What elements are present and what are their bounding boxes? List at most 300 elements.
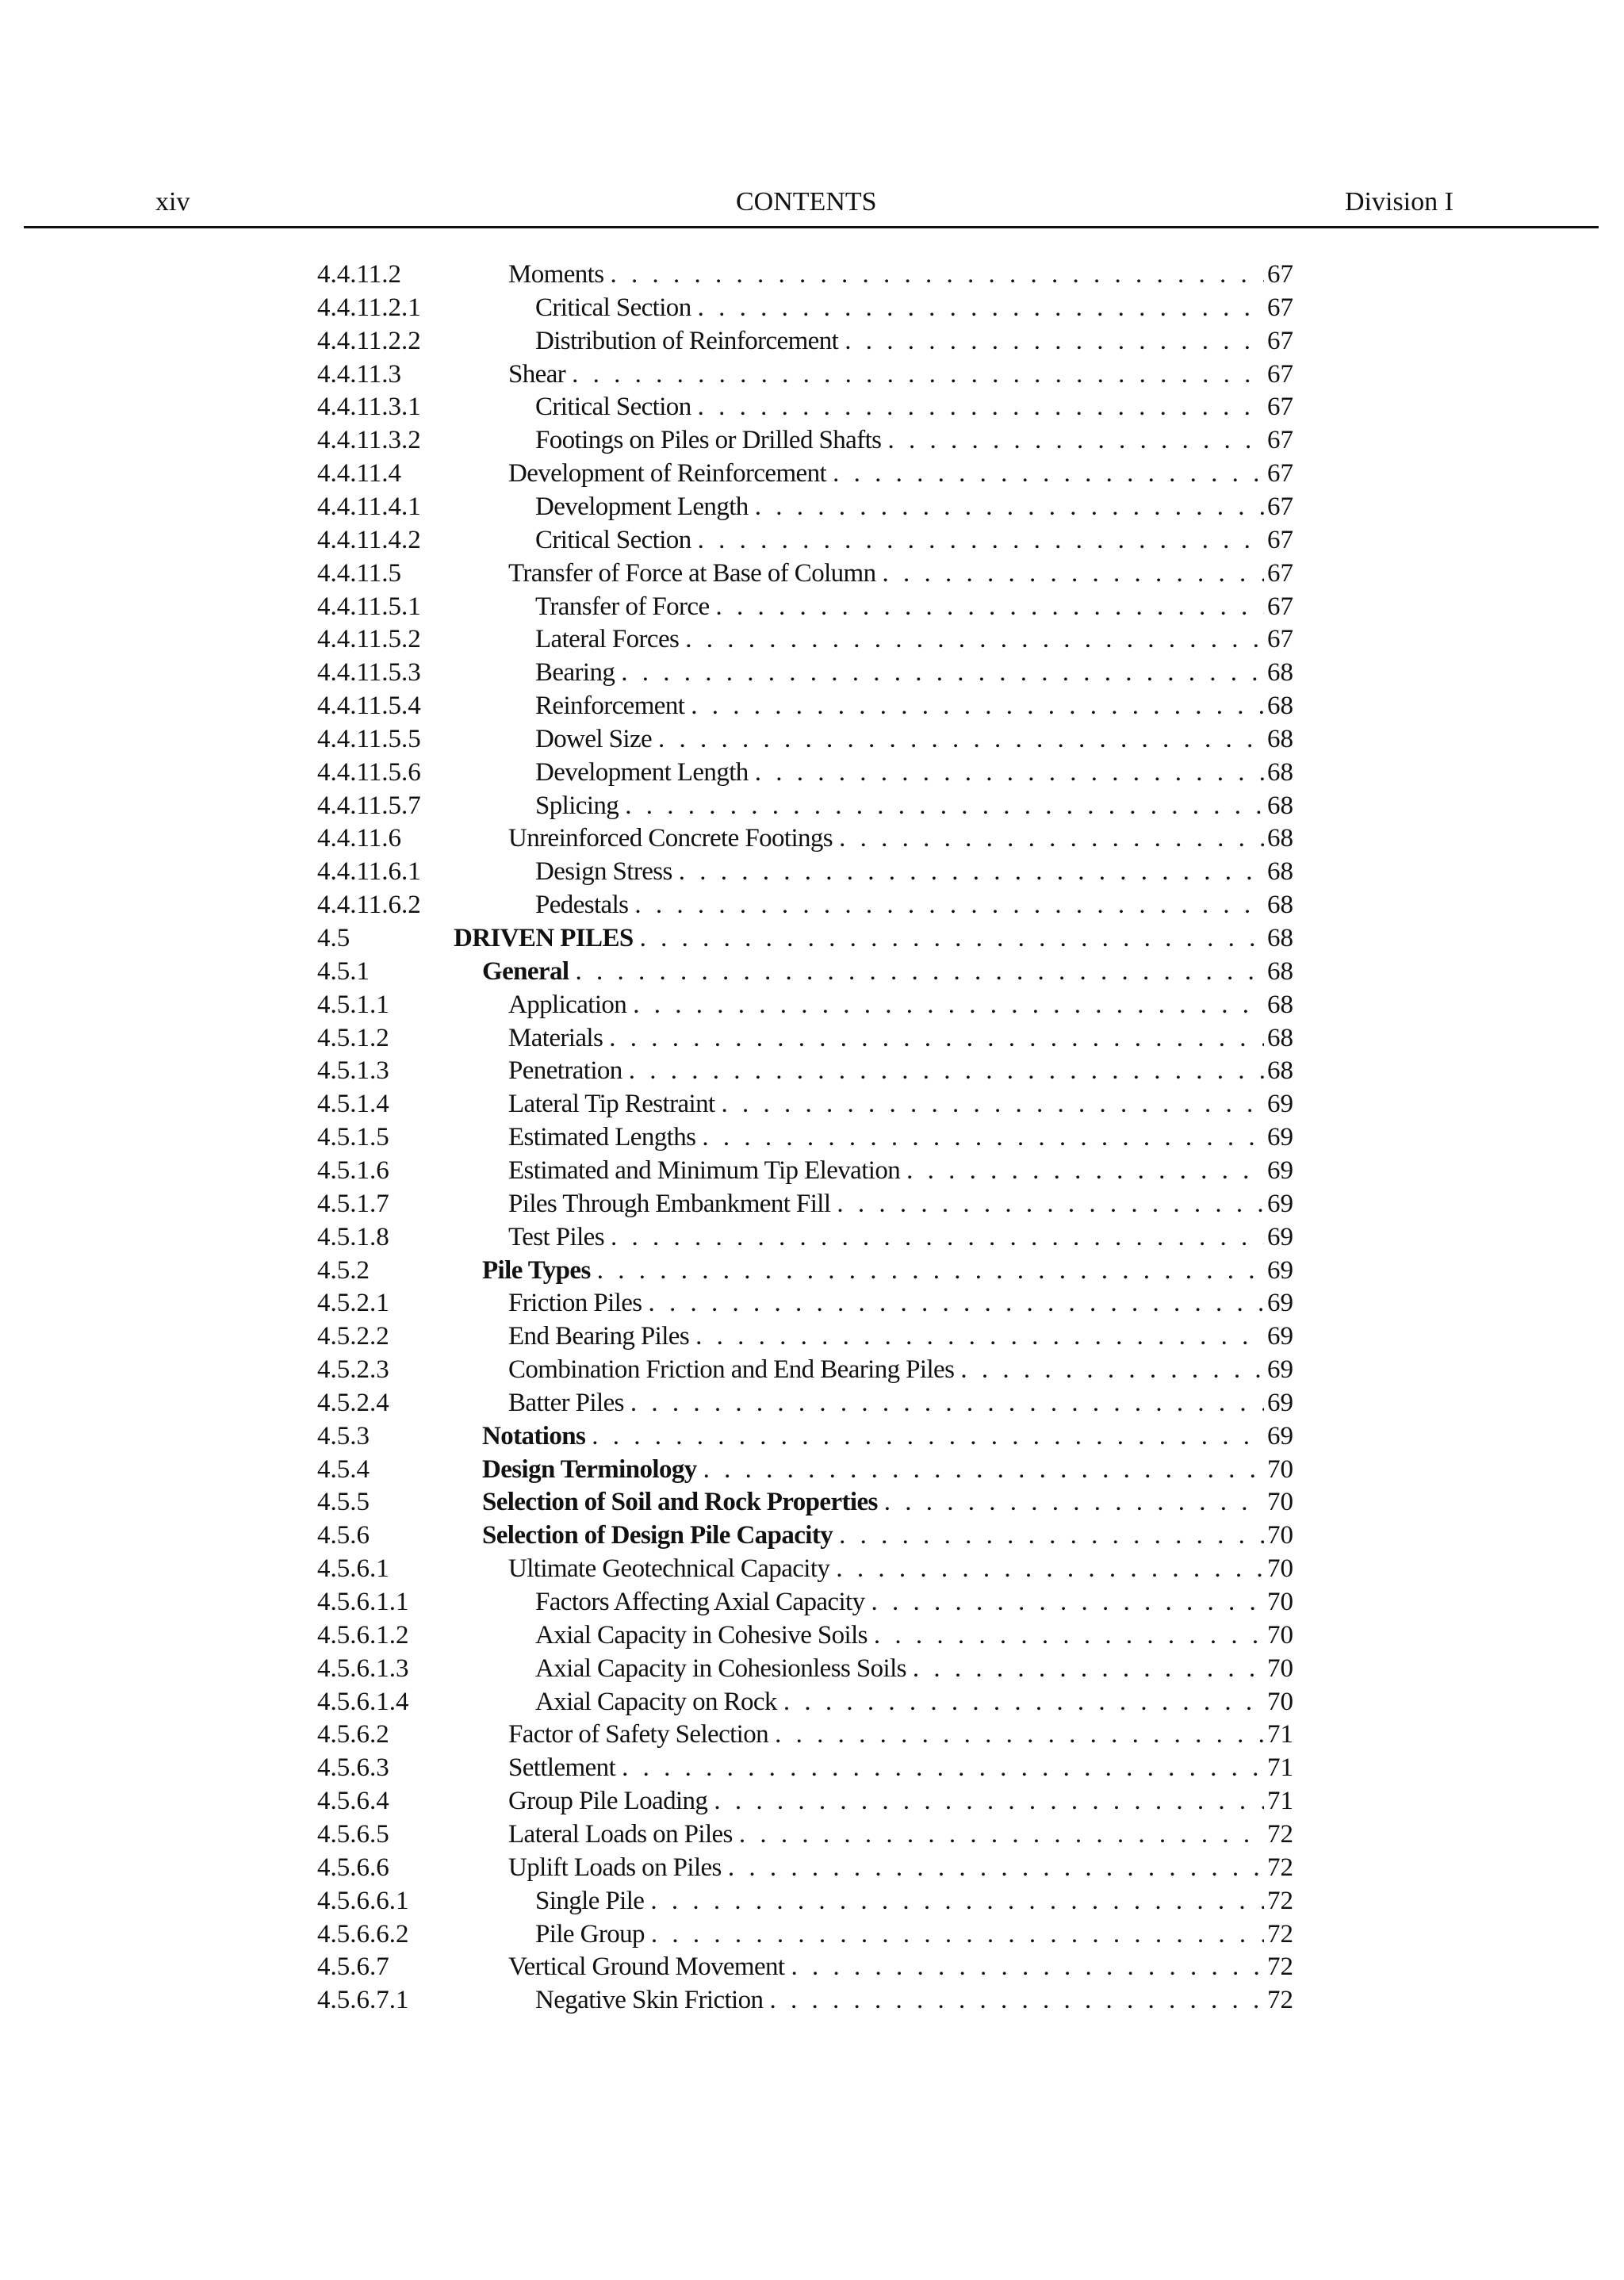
- toc-page-number: 69: [1267, 1155, 1293, 1185]
- toc-section-number: 4.4.11.5.4: [317, 692, 421, 721]
- toc-section-title: Moments: [508, 260, 604, 289]
- toc-entry-line: [508, 1950, 1293, 1983]
- toc-entry: [0, 1652, 1624, 1685]
- toc-section-number: 4.4.11.6.1: [317, 857, 421, 887]
- toc-page-number: 68: [1267, 757, 1293, 787]
- toc-entry-line: [482, 1420, 1293, 1453]
- toc-entry: [0, 1519, 1624, 1552]
- toc-section-number: 4.5.6.1.4: [317, 1687, 409, 1716]
- dot-leader: [695, 1320, 1264, 1353]
- dot-leader: [833, 457, 1264, 490]
- toc-entry-line: [535, 1918, 1293, 1951]
- toc-section-title: Estimated and Minimum Tip Elevation: [508, 1155, 901, 1185]
- toc-section-title: Materials: [508, 1023, 603, 1052]
- dot-leader: [728, 1851, 1264, 1884]
- dot-leader: [625, 789, 1264, 822]
- toc-page-number: 68: [1267, 1056, 1293, 1086]
- dot-leader: [874, 1619, 1264, 1652]
- dot-leader: [837, 1187, 1264, 1220]
- toc-entry: [0, 623, 1624, 656]
- toc-entry: [0, 490, 1624, 523]
- toc-entry: [0, 557, 1624, 590]
- toc-entry-line: [482, 1519, 1293, 1552]
- toc-section-number: 4.5.6.1.2: [317, 1620, 409, 1650]
- toc-section-number: 4.4.11.3.1: [317, 393, 421, 422]
- toc-section-title: Penetration: [508, 1056, 622, 1086]
- toc-section-number: 4.4.11.4: [317, 459, 402, 489]
- toc-section-title: Piles Through Embankment Fill: [508, 1189, 831, 1218]
- dot-leader: [839, 1519, 1264, 1552]
- toc-entry: [0, 822, 1624, 855]
- toc-entry: [0, 590, 1624, 623]
- toc-entry-line: [508, 1087, 1293, 1121]
- dot-leader: [633, 988, 1264, 1021]
- dot-leader: [679, 855, 1264, 888]
- toc-section-title: Distribution of Reinforcement: [535, 326, 839, 355]
- toc-section-title: Design Terminology: [482, 1454, 697, 1484]
- toc-entry: [0, 457, 1624, 490]
- toc-entry: [0, 722, 1624, 756]
- toc-entry-line: [508, 1220, 1293, 1254]
- dot-leader: [755, 756, 1264, 789]
- toc-entry: [0, 1552, 1624, 1585]
- toc-section-title: End Bearing Piles: [508, 1322, 690, 1351]
- dot-leader: [649, 1286, 1264, 1320]
- toc-entry-line: [508, 1021, 1293, 1055]
- toc-entry: [0, 358, 1624, 391]
- toc-section-number: 4.5.1.2: [317, 1023, 389, 1052]
- toc-page-number: 72: [1267, 1919, 1293, 1949]
- dot-leader: [913, 1652, 1264, 1685]
- toc-section-title: Axial Capacity on Rock: [535, 1687, 777, 1716]
- toc-page-number: 69: [1267, 1322, 1293, 1351]
- toc-entry-line: [508, 822, 1293, 855]
- toc-entry: [0, 1884, 1624, 1918]
- toc-entry: [0, 988, 1624, 1021]
- toc-entry: [0, 1784, 1624, 1818]
- toc-entry: [0, 1685, 1624, 1719]
- toc-page-number: 69: [1267, 1421, 1293, 1450]
- toc-section-number: 4.4.11.6.2: [317, 891, 421, 920]
- toc-entry: [0, 1054, 1624, 1087]
- toc-entry: [0, 1453, 1624, 1486]
- toc-entry: [0, 1220, 1624, 1254]
- toc-section-title: Factors Affecting Axial Capacity: [535, 1588, 865, 1616]
- toc-section-number: 4.5.6.6.1: [317, 1886, 409, 1915]
- toc-entry-line: [508, 1286, 1293, 1320]
- toc-entry: [0, 390, 1624, 423]
- toc-entry-line: [535, 390, 1293, 423]
- toc-section-title: Negative Skin Friction: [535, 1986, 764, 2015]
- toc-page-number: 68: [1267, 857, 1293, 887]
- toc-section-title: Selection of Soil and Rock Properties: [482, 1488, 878, 1517]
- dot-leader: [887, 423, 1264, 457]
- dot-leader: [845, 324, 1264, 358]
- toc-page-number: 67: [1267, 293, 1293, 322]
- dot-leader: [634, 888, 1264, 922]
- toc-page-number: 70: [1267, 1488, 1293, 1517]
- toc-section-title: Axial Capacity in Cohesive Soils: [535, 1620, 868, 1650]
- toc-entry-line: [508, 457, 1293, 490]
- toc-page-number: 68: [1267, 956, 1293, 986]
- toc-page-number: 70: [1267, 1454, 1293, 1484]
- toc-section-title: Bearing: [535, 658, 615, 688]
- toc-entry-line: [482, 1254, 1293, 1287]
- toc-section-number: 4.4.11.5.2: [317, 625, 421, 654]
- toc-section-title: Combination Friction and End Bearing Piles: [508, 1355, 955, 1385]
- toc-section-title: Lateral Forces: [535, 625, 680, 654]
- dot-leader: [783, 1685, 1264, 1719]
- toc-section-title: Pile Types: [482, 1255, 591, 1285]
- toc-entry-line: [508, 1552, 1293, 1585]
- toc-entry-line: [454, 922, 1293, 955]
- toc-section-number: 4.5.1.1: [317, 990, 389, 1019]
- toc-page-number: 72: [1267, 1952, 1293, 1982]
- toc-entry: [0, 1286, 1624, 1320]
- toc-page-number: 70: [1267, 1554, 1293, 1584]
- toc-section-title: Friction Piles: [508, 1289, 642, 1318]
- toc-section-title: Selection of Design Pile Capacity: [482, 1521, 833, 1550]
- toc-page-number: 72: [1267, 1853, 1293, 1882]
- toc-entry: [0, 1021, 1624, 1055]
- toc-entry: [0, 1187, 1624, 1220]
- toc-entry: [0, 789, 1624, 822]
- toc-entry: [0, 1386, 1624, 1420]
- toc-entry: [0, 1585, 1624, 1619]
- dot-leader: [883, 557, 1264, 590]
- dot-leader: [609, 1021, 1264, 1055]
- toc-entry: [0, 1320, 1624, 1353]
- toc-page-number: 68: [1267, 658, 1293, 688]
- toc-section-number: 4.5.2.2: [317, 1322, 389, 1351]
- toc-section-number: 4.5.6.1.1: [317, 1588, 409, 1616]
- dot-leader: [622, 1751, 1264, 1784]
- dot-leader: [871, 1585, 1264, 1619]
- toc-section-number: 4.4.11.5.3: [317, 658, 421, 688]
- toc-entry-line: [508, 1718, 1293, 1751]
- dot-leader: [722, 1087, 1264, 1121]
- toc-section-title: Development Length: [535, 492, 749, 521]
- toc-page-number: 70: [1267, 1588, 1293, 1616]
- toc-entry: [0, 423, 1624, 457]
- toc-section-number: 4.5.6.1.3: [317, 1653, 409, 1683]
- dot-leader: [650, 1884, 1264, 1918]
- toc-entry: [0, 1154, 1624, 1187]
- toc-entry-line: [535, 291, 1293, 324]
- toc-entry-line: [508, 258, 1293, 291]
- dot-leader: [651, 1918, 1264, 1951]
- toc-entry-line: [508, 358, 1293, 391]
- toc-entry-line: [508, 1851, 1293, 1884]
- toc-entry: [0, 756, 1624, 789]
- toc-entry-line: [535, 722, 1293, 756]
- toc-entry: [0, 888, 1624, 922]
- toc-entry: [0, 855, 1624, 888]
- toc-entry-line: [535, 689, 1293, 722]
- toc-entry-line: [535, 1619, 1293, 1652]
- toc-section-title: Footings on Piles or Drilled Shafts: [535, 426, 882, 455]
- dot-leader: [960, 1353, 1264, 1386]
- toc-page-number: 67: [1267, 426, 1293, 455]
- toc-section-title: Settlement: [508, 1753, 616, 1783]
- toc-section-number: 4.5.2.4: [317, 1388, 389, 1417]
- toc-section-number: 4.4.11.5.6: [317, 757, 421, 787]
- toc-section-title: Factor of Safety Selection: [508, 1720, 769, 1749]
- dot-leader: [769, 1983, 1264, 2017]
- toc-entry: [0, 1918, 1624, 1951]
- toc-entry-line: [508, 1784, 1293, 1818]
- toc-entry-line: [535, 623, 1293, 656]
- toc-section-title: Notations: [482, 1421, 586, 1450]
- toc-section-number: 4.5.2: [317, 1255, 370, 1285]
- toc-page-number: 67: [1267, 393, 1293, 422]
- toc-page-number: 68: [1267, 924, 1293, 952]
- toc-section-title: Unreinforced Concrete Footings: [508, 824, 833, 853]
- toc-entry-line: [535, 490, 1293, 523]
- toc-page-number: 67: [1267, 459, 1293, 489]
- toc-entry-line: [508, 1320, 1293, 1353]
- toc-entry-line: [535, 590, 1293, 623]
- toc-entry: [0, 1818, 1624, 1851]
- toc-section-number: 4.4.11.5: [317, 558, 402, 588]
- toc-section-number: 4.5.6.3: [317, 1753, 389, 1783]
- toc-entry: [0, 258, 1624, 291]
- toc-section-number: 4.5.1.7: [317, 1189, 389, 1218]
- toc-entry-line: [535, 1884, 1293, 1918]
- toc-entry-line: [535, 1685, 1293, 1719]
- toc-page-number: 67: [1267, 625, 1293, 654]
- toc-page-number: 71: [1267, 1720, 1293, 1749]
- dot-leader: [691, 689, 1264, 722]
- toc-entry-line: [508, 1187, 1293, 1220]
- dot-leader: [592, 1420, 1264, 1453]
- toc-page-number: 68: [1267, 990, 1293, 1019]
- toc-entry-line: [508, 1054, 1293, 1087]
- toc-section-number: 4.4.11.2.1: [317, 293, 421, 322]
- toc-page-number: 68: [1267, 1023, 1293, 1052]
- toc-entry-line: [508, 1818, 1293, 1851]
- toc-section-number: 4.5.6.4: [317, 1787, 389, 1816]
- toc-page-number: 67: [1267, 359, 1293, 389]
- dot-leader: [791, 1950, 1264, 1983]
- toc-page-number: 70: [1267, 1521, 1293, 1550]
- toc-page-number: 70: [1267, 1620, 1293, 1650]
- toc-entry: [0, 1353, 1624, 1386]
- dot-leader: [703, 1453, 1264, 1486]
- toc-section-title: General: [482, 956, 569, 986]
- dot-leader: [575, 955, 1264, 988]
- toc-entry: [0, 1751, 1624, 1784]
- toc-entry-line: [535, 1652, 1293, 1685]
- toc-entry-line: [535, 523, 1293, 557]
- toc-entry: [0, 523, 1624, 557]
- toc-entry: [0, 291, 1624, 324]
- toc-entry-line: [535, 324, 1293, 358]
- toc-page-number: 69: [1267, 1355, 1293, 1385]
- toc-section-number: 4.4.11.5.5: [317, 724, 421, 753]
- toc-section-title: Batter Piles: [508, 1388, 624, 1417]
- toc-section-number: 4.5: [317, 924, 350, 952]
- toc-page-number: 69: [1267, 1123, 1293, 1152]
- toc-entry: [0, 1718, 1624, 1751]
- dot-leader: [698, 291, 1264, 324]
- toc-page-number: 69: [1267, 1255, 1293, 1285]
- toc-section-title: Development Length: [535, 757, 749, 787]
- toc-section-number: 4.5.2.3: [317, 1355, 389, 1385]
- toc-section-title: Ultimate Geotechnical Capacity: [508, 1554, 830, 1584]
- toc-page-number: 68: [1267, 891, 1293, 920]
- toc-entry-line: [482, 955, 1293, 988]
- dot-leader: [714, 1784, 1264, 1818]
- toc-entry: [0, 1851, 1624, 1884]
- toc-section-number: 4.5.6.1: [317, 1554, 389, 1584]
- toc-page-number: 69: [1267, 1222, 1293, 1251]
- toc-section-title: Critical Section: [535, 525, 691, 554]
- dot-leader: [640, 922, 1264, 955]
- dot-leader: [836, 1552, 1264, 1585]
- toc-entry: [0, 656, 1624, 689]
- toc-section-title: DRIVEN PILES: [454, 924, 634, 952]
- toc-section-number: 4.5.1.3: [317, 1056, 389, 1086]
- toc-section-number: 4.4.11.3.2: [317, 426, 421, 455]
- dot-leader: [658, 722, 1264, 756]
- dot-leader: [884, 1485, 1264, 1519]
- toc-section-number: 4.4.11.6: [317, 824, 402, 853]
- page-title: CONTENTS: [736, 187, 877, 217]
- toc-entry: [0, 955, 1624, 988]
- toc-entry-line: [535, 1585, 1293, 1619]
- toc-entry-line: [508, 1386, 1293, 1420]
- toc-entry: [0, 922, 1624, 955]
- toc-section-title: Application: [508, 990, 627, 1019]
- toc-page-number: 69: [1267, 1189, 1293, 1218]
- toc-page-number: 71: [1267, 1787, 1293, 1816]
- toc-section-number: 4.5.6.7.1: [317, 1986, 409, 2015]
- toc-entry: [0, 1087, 1624, 1121]
- toc-section-title: Single Pile: [535, 1886, 645, 1915]
- toc-section-number: 4.4.11.4.2: [317, 525, 421, 554]
- toc-entry: [0, 1420, 1624, 1453]
- toc-section-title: Axial Capacity in Cohesionless Soils: [535, 1653, 906, 1683]
- toc-section-number: 4.5.6.5: [317, 1819, 389, 1849]
- toc-entry: [0, 689, 1624, 722]
- toc-section-number: 4.5.1.6: [317, 1155, 389, 1185]
- toc-section-title: Reinforcement: [535, 692, 685, 721]
- toc-page-number: 72: [1267, 1819, 1293, 1849]
- toc-page-number: 72: [1267, 1986, 1293, 2015]
- toc-entry: [0, 324, 1624, 358]
- dot-leader: [572, 358, 1264, 391]
- toc-page-number: 67: [1267, 558, 1293, 588]
- toc-section-number: 4.4.11.4.1: [317, 492, 421, 521]
- dot-leader: [839, 822, 1264, 855]
- dot-leader: [611, 1220, 1264, 1254]
- toc-entry: [0, 1619, 1624, 1652]
- toc-section-number: 4.4.11.2: [317, 260, 402, 289]
- dot-leader: [716, 590, 1264, 623]
- toc-section-title: Dowel Size: [535, 724, 653, 753]
- toc-section-title: Pile Group: [535, 1919, 645, 1949]
- toc-section-title: Transfer of Force at Base of Column: [508, 558, 876, 588]
- toc-entry-line: [535, 888, 1293, 922]
- toc-entry-line: [508, 1154, 1293, 1187]
- header-rule: [24, 226, 1599, 228]
- toc-page-number: 67: [1267, 326, 1293, 355]
- toc-entry-line: [508, 988, 1293, 1021]
- toc-section-title: Test Piles: [508, 1222, 604, 1251]
- toc-page-number: 68: [1267, 724, 1293, 753]
- dot-leader: [698, 523, 1264, 557]
- dot-leader: [630, 1386, 1264, 1420]
- dot-leader: [702, 1121, 1264, 1154]
- toc-entry-line: [508, 1751, 1293, 1784]
- dot-leader: [755, 490, 1264, 523]
- toc-page-number: 69: [1267, 1289, 1293, 1318]
- toc-section-title: Development of Reinforcement: [508, 459, 827, 489]
- toc-entry: [0, 1254, 1624, 1287]
- toc-section-number: 4.5.4: [317, 1454, 370, 1484]
- toc-section-number: 4.5.1: [317, 956, 370, 986]
- toc-section-title: Splicing: [535, 791, 619, 820]
- toc-page-number: 67: [1267, 260, 1293, 289]
- toc-section-title: Group Pile Loading: [508, 1787, 708, 1816]
- toc-page-number: 67: [1267, 492, 1293, 521]
- toc-section-number: 4.5.6: [317, 1521, 370, 1550]
- toc-page-number: 69: [1267, 1388, 1293, 1417]
- dot-leader: [610, 258, 1264, 291]
- toc-page-number: 68: [1267, 824, 1293, 853]
- toc-section-number: 4.4.11.2.2: [317, 326, 421, 355]
- toc-entry-line: [535, 789, 1293, 822]
- toc-section-title: Design Stress: [535, 857, 672, 887]
- dot-leader: [685, 623, 1264, 656]
- toc-section-number: 4.4.11.5.7: [317, 791, 421, 820]
- toc-section-number: 4.5.6.6: [317, 1853, 389, 1882]
- toc-entry-line: [535, 656, 1293, 689]
- toc-section-number: 4.5.6.6.2: [317, 1919, 409, 1949]
- toc-entry-line: [535, 756, 1293, 789]
- toc-page-number: 70: [1267, 1687, 1293, 1716]
- toc-section-number: 4.5.6.7: [317, 1952, 389, 1982]
- running-head: [0, 187, 1624, 227]
- toc-section-title: Uplift Loads on Piles: [508, 1853, 722, 1882]
- page-number: xiv: [155, 187, 190, 217]
- dot-leader: [597, 1254, 1264, 1287]
- toc-section-title: Critical Section: [535, 293, 691, 322]
- toc-page-number: 70: [1267, 1653, 1293, 1683]
- dot-leader: [629, 1054, 1264, 1087]
- toc-entry: [0, 1950, 1624, 1983]
- toc-section-number: 4.5.2.1: [317, 1289, 389, 1318]
- toc-entry: [0, 1121, 1624, 1154]
- toc-entry-line: [482, 1485, 1293, 1519]
- toc-section-number: 4.5.5: [317, 1488, 370, 1517]
- toc-section-number: 4.4.11.3: [317, 359, 402, 389]
- toc-section-number: 4.5.1.4: [317, 1090, 389, 1119]
- toc-section-number: 4.4.11.5.1: [317, 592, 421, 621]
- toc-entry: [0, 1485, 1624, 1519]
- toc-entry: [0, 1983, 1624, 2017]
- toc-section-title: Lateral Tip Restraint: [508, 1090, 715, 1119]
- toc-entry-line: [535, 423, 1293, 457]
- toc-section-title: Pedestals: [535, 891, 629, 920]
- toc-section-number: 4.5.1.8: [317, 1222, 389, 1251]
- toc-entry-line: [535, 1983, 1293, 2017]
- toc-page-number: 69: [1267, 1090, 1293, 1119]
- toc-section-title: Vertical Ground Movement: [508, 1952, 785, 1982]
- toc-entry-line: [508, 557, 1293, 590]
- toc-section-title: Estimated Lengths: [508, 1123, 696, 1152]
